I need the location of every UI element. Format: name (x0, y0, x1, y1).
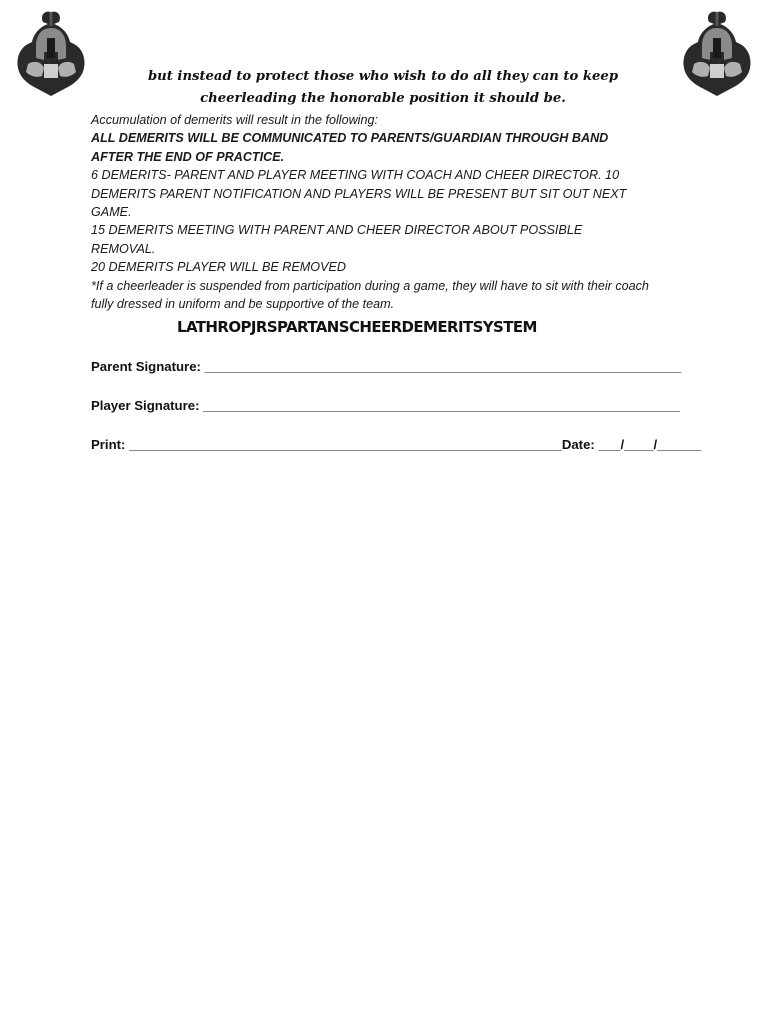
suspension-note: *If a cheerleader is suspended from participation during a game, they will have to sit with their coach fully dressed in uniform and be supportive of the team. (91, 278, 649, 312)
spartan-logo-right-icon (680, 8, 754, 98)
parent-signature-line[interactable]: Parent Signature: _________________________________________________________________ (91, 359, 682, 374)
rules-intro: Accumulation of demerits will result in the following: (91, 113, 378, 127)
print-date-line[interactable]: Print: ___________________________________________________________Date: ___/____/______ (91, 437, 702, 452)
document-heading: LATHROPJRSPARTANSCHEERDEMERITSYSTEM (177, 318, 537, 336)
fifteen-demerits-rule: 15 DEMERITS MEETING WITH PARENT AND CHEER DIRECTOR ABOUT POSSIBLE REMOVAL. (91, 223, 583, 256)
six-demerits-rule: 6 DEMERITS- PARENT AND PLAYER MEETING WITH COACH AND CHEER DIRECTOR. 10 DEMERITS PARENT NOTIFICATION AND PLAYERS WILL BE PRESENT BUT SIT OUT NEXT GAME. (91, 168, 627, 220)
communication-rule: ALL DEMERITS WILL BE COMMUNICATED TO PARENTS/GUARDIAN THROUGH BAND AFTER THE END OF PRACTICE. (91, 131, 609, 164)
demerit-rules (91, 111, 691, 313)
player-signature-line[interactable]: Player Signature: _________________________________________________________________ (91, 398, 680, 413)
twenty-demerits-rule: 20 DEMERITS PLAYER WILL BE REMOVED (91, 260, 346, 275)
spartan-logo-left-icon (14, 8, 88, 98)
intro-statement: but instead to protect those who wish to do all they can to keep cheerleading the honorable position it should be. (147, 69, 619, 106)
